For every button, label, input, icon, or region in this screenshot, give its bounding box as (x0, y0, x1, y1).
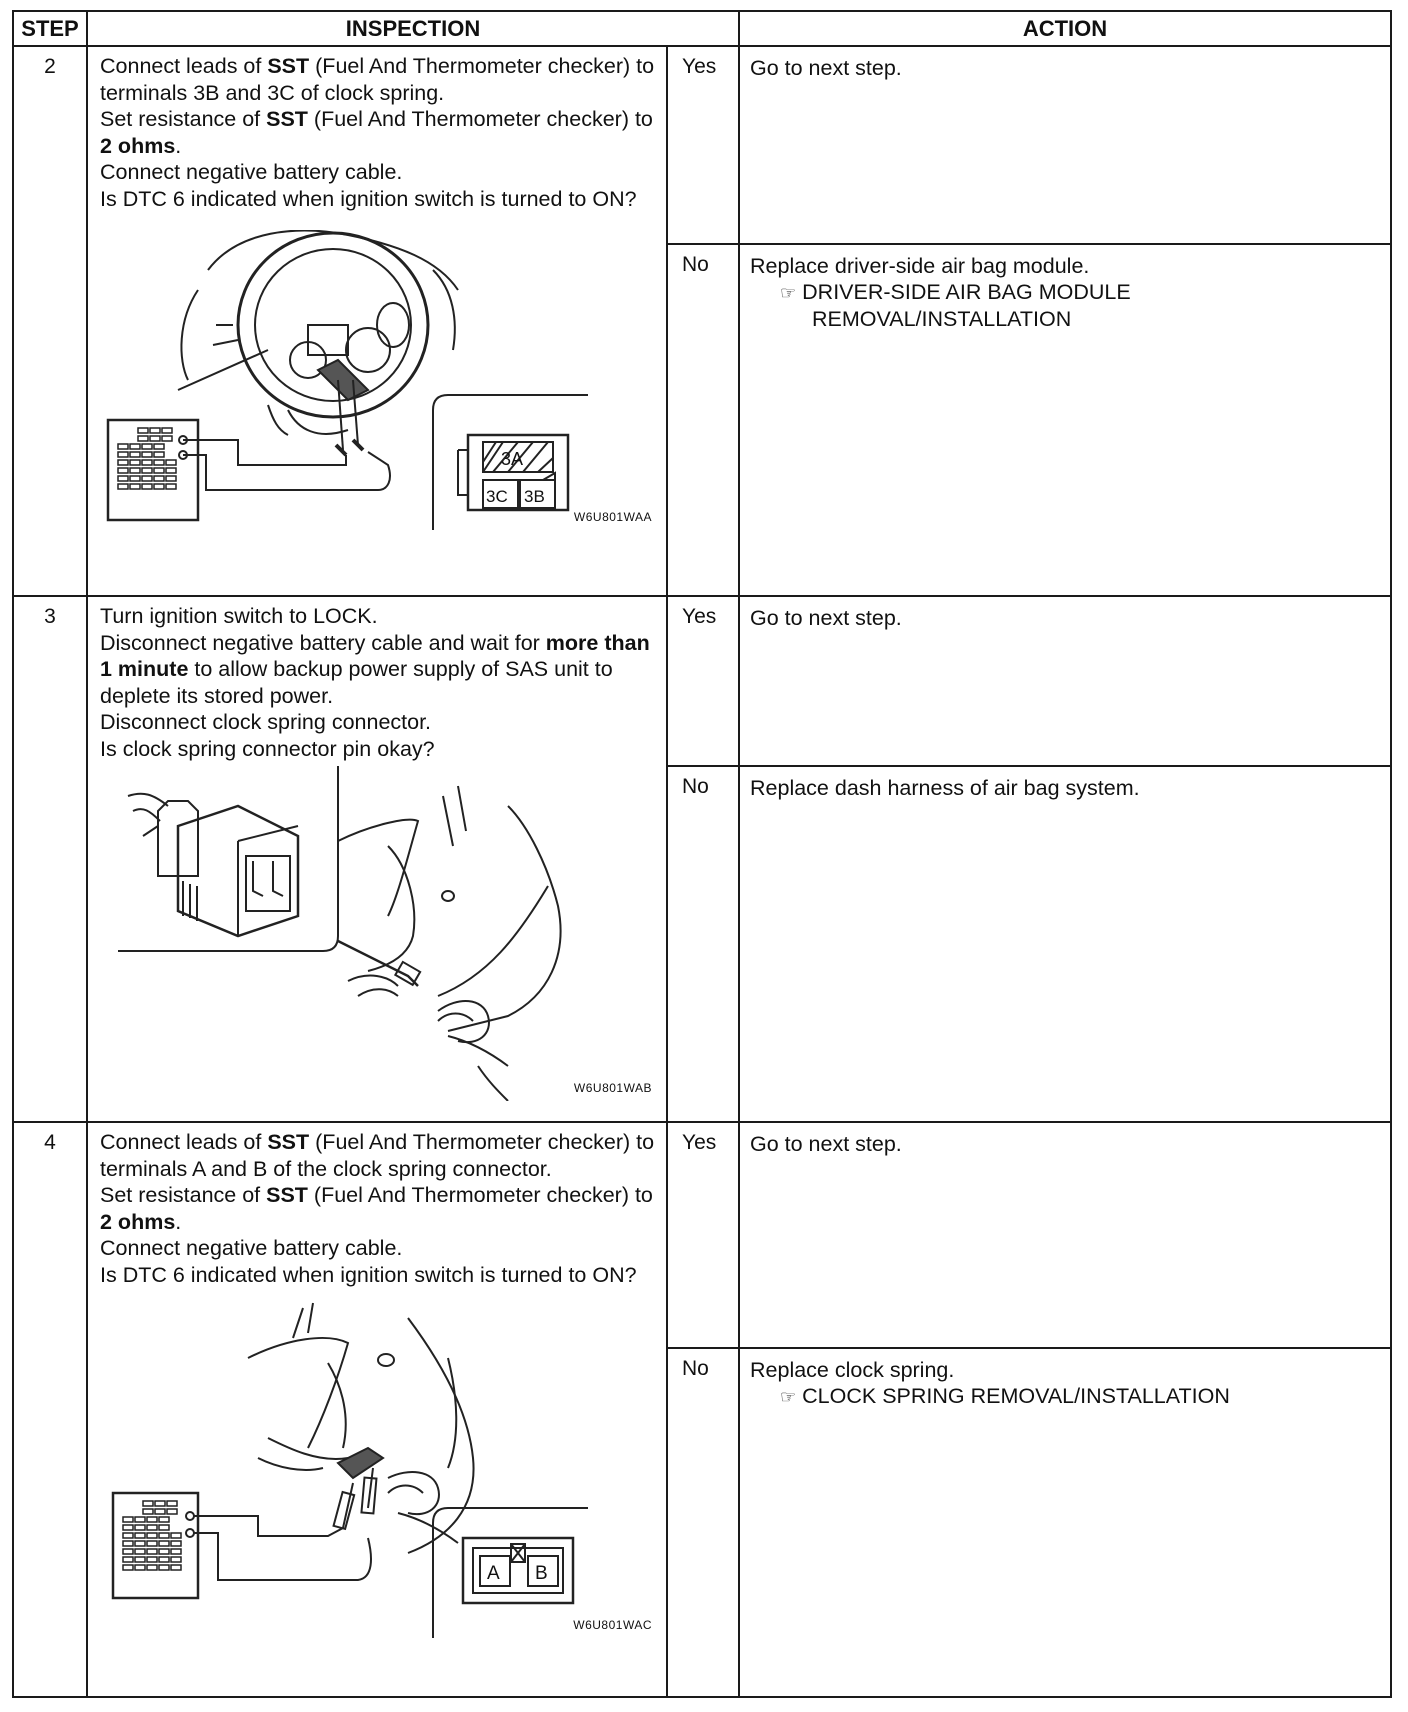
figure-code: W6U801WAB (573, 1081, 652, 1095)
inspection-text (88, 47, 666, 212)
pointing-hand-icon: ☞ (780, 283, 797, 303)
reference-text: CLOCK SPRING REMOVAL/INSTALLATION (802, 1384, 1230, 1408)
header-inspection: INSPECTION (87, 11, 739, 46)
inspection-text-segment: (Fuel And Thermometer checker) to (307, 1183, 653, 1207)
figure-clock-spring-connector (88, 766, 666, 1101)
no-action-cell (739, 244, 1391, 596)
step-number: 4 (13, 1122, 87, 1697)
no-action: Replace clock spring. (750, 1358, 955, 1382)
inspection-paragraph (100, 736, 656, 763)
no-action: Replace dash harness of air bag system. (739, 766, 1391, 1122)
no-label: No (667, 244, 739, 596)
emphasis-text: more than 1 minute (100, 630, 650, 681)
figure-clock-spring-sst (88, 1298, 666, 1638)
pointing-hand-icon: ☞ (780, 1387, 797, 1407)
emphasis-text: 2 ohms (100, 1209, 176, 1234)
inspection-paragraph (100, 1129, 656, 1182)
yes-action: Go to next step. (739, 596, 1391, 766)
table-row (13, 1122, 1391, 1348)
figure-code: W6U801WAC (573, 1618, 652, 1632)
inspection-paragraph (100, 53, 656, 106)
step-number: 2 (13, 46, 87, 596)
no-label: No (667, 1348, 739, 1697)
connector-label-a: A (487, 1563, 500, 1584)
inspection-text (88, 1123, 666, 1288)
emphasis-text: 2 ohms (100, 133, 176, 158)
inspection-paragraph (100, 630, 656, 710)
inspection-text (88, 597, 666, 762)
emphasis-text: SST (267, 54, 310, 78)
emphasis-text: SST (267, 1130, 310, 1154)
no-action: Replace driver-side air bag module. (750, 254, 1090, 278)
inspection-text-segment: Connect negative battery cable. (100, 160, 403, 184)
step-number: 3 (13, 596, 87, 1122)
inspection-text-segment: Set resistance of (100, 107, 267, 131)
no-label: No (667, 766, 739, 1122)
inspection-text-segment: to allow backup power supply of SAS unit to deplete its stored power. (100, 657, 613, 708)
inspection-text-segment: Connect leads of (100, 54, 268, 78)
header-action: ACTION (739, 11, 1391, 46)
connector-label-3c: 3C (486, 487, 508, 506)
figure-code: W6U801WAA (573, 510, 652, 524)
inspection-text-segment: (Fuel And Thermometer checker) to (307, 107, 653, 131)
emphasis-text: SST (266, 1183, 308, 1207)
no-action-cell (739, 1348, 1391, 1697)
inspection-paragraph (100, 603, 656, 630)
steering-wheel-illustration (88, 230, 664, 530)
inspection-text-segment: . (175, 133, 182, 158)
yes-action: Go to next step. (739, 46, 1391, 244)
connector-label-b: B (535, 1563, 548, 1584)
yes-action: Go to next step. (739, 1122, 1391, 1348)
inspection-paragraph (100, 186, 656, 213)
emphasis-text: SST (266, 107, 308, 131)
connector-label-3b: 3B (524, 487, 545, 506)
inspection-text-segment: (Fuel And Thermometer checker) to terminals A and B of the clock spring connector. (100, 1130, 655, 1181)
inspection-cell (87, 596, 667, 1122)
inspection-text-segment: Set resistance of (100, 1183, 267, 1207)
yes-label: Yes (667, 1122, 739, 1348)
figure-steering-wheel-sst (88, 230, 666, 530)
reference-link[interactable] (750, 1383, 1380, 1410)
header-step: STEP (13, 11, 87, 46)
inspection-paragraph (100, 1182, 656, 1235)
inspection-paragraph (100, 159, 656, 186)
inspection-text-segment: Is DTC 6 indicated when ignition switch is turned to ON? (100, 1262, 637, 1287)
troubleshooting-table (12, 10, 1392, 1698)
connector-illustration (88, 766, 664, 1101)
inspection-text-segment: . (175, 1209, 182, 1234)
table-row (13, 46, 1391, 244)
reference-text: DRIVER-SIDE AIR BAG MODULE (802, 280, 1131, 304)
inspection-text-segment: Connect leads of (100, 1130, 268, 1154)
inspection-paragraph (100, 106, 656, 159)
inspection-paragraph (100, 1235, 656, 1262)
table-row (13, 596, 1391, 766)
reference-link[interactable] (750, 279, 1380, 306)
inspection-cell (87, 1122, 667, 1697)
inspection-text-segment: Is clock spring connector pin okay? (100, 736, 435, 761)
inspection-cell (87, 46, 667, 596)
inspection-text-segment: Disconnect clock spring connector. (100, 710, 432, 734)
inspection-text-segment: Disconnect negative battery cable and wait for (100, 630, 546, 655)
inspection-paragraph (100, 709, 656, 736)
yes-label: Yes (667, 596, 739, 766)
inspection-paragraph (100, 1262, 656, 1289)
inspection-text-segment: Connect negative battery cable. (100, 1236, 403, 1260)
inspection-text-segment: (Fuel And Thermometer checker) to terminals 3B and 3C of clock spring. (100, 54, 655, 105)
connector-label-3a: 3A (501, 449, 524, 469)
inspection-text-segment: Is DTC 6 indicated when ignition switch is turned to ON? (100, 186, 637, 211)
table-header-row (13, 11, 1391, 46)
reference-text-line2: REMOVAL/INSTALLATION (812, 307, 1072, 331)
yes-label: Yes (667, 46, 739, 244)
inspection-text-segment: Turn ignition switch to LOCK. (100, 604, 378, 628)
clock-spring-connector-illustration (88, 1298, 664, 1638)
